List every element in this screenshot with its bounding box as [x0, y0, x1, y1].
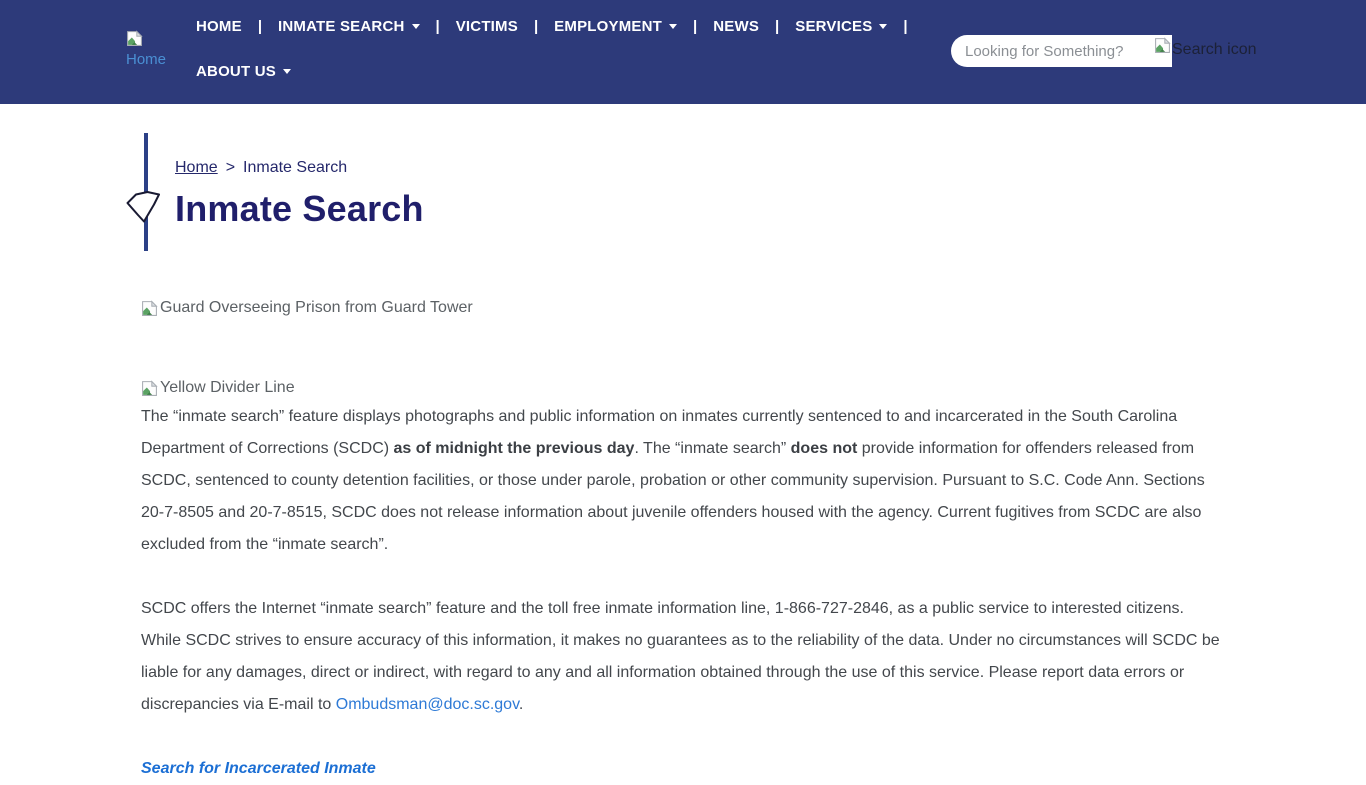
home-logo-link[interactable]	[126, 30, 170, 68]
ombudsman-email-link[interactable]: Ombudsman@doc.sc.gov	[335, 696, 519, 713]
site-search-form	[951, 35, 1257, 67]
disclaimer-paragraph: SCDC offers the Internet “inmate search” feature and the toll free inmate information line, 1-866-727-2846, as a public service to interested citizens. While SCDC strives to ensure accuracy of this information, it makes no guarantees as to the reliability of the data. Under no circumstances will SCDC be liable for any damages, direct or indirect, with regard to any and all information obtained through the use of this service. Please report data errors or discrepancies via E-mail to Ombudsman@doc.sc.gov.	[141, 600, 1220, 713]
search-input[interactable]	[951, 35, 1131, 67]
breadcrumb-separator: >	[225, 159, 236, 176]
chevron-down-icon	[283, 69, 291, 74]
page-title: Inmate Search	[175, 188, 424, 229]
hero-image-broken	[141, 298, 1227, 317]
page-header	[141, 133, 1226, 251]
bold-does-not-text: does not	[790, 440, 858, 457]
nav-separator: |	[775, 18, 780, 35]
nav-item-about-us[interactable]: ABOUT US	[196, 45, 291, 90]
broken-image-icon	[1154, 37, 1171, 54]
broken-image-icon	[141, 380, 158, 397]
chevron-down-icon	[669, 24, 677, 29]
search-button[interactable]	[1131, 35, 1257, 67]
intro-paragraph: The “inmate search” feature displays photographs and public information on inmates currently sentenced to and incarcerated in the South Carolina Department of Corrections (SCDC) as of midnight the previous day. The “inmate search” does not provide information for offenders released from SCDC, sentenced to county detention facilities, or those under parole, probation or other community supervision. Pursuant to S.C. Code Ann. Sections 20-7-8505 and 20-7-8515, SCDC does not release information about juvenile offenders housed with the agency. Current fugitives from SCDC are also excluded from the “inmate search”.	[141, 408, 1205, 553]
nav-item-services[interactable]: SERVICES	[795, 0, 887, 45]
home-logo-alt-text: Home	[126, 51, 167, 68]
broken-image-icon	[141, 300, 158, 317]
nav-separator: |	[435, 18, 440, 35]
hero-image-alt-text: Guard Overseeing Prison from Guard Tower	[160, 299, 473, 316]
search-incarcerated-inmate-link[interactable]: Search for Incarcerated Inmate	[141, 760, 376, 777]
nav-separator: |	[903, 18, 908, 35]
chevron-down-icon	[879, 24, 887, 29]
breadcrumb-home-link[interactable]: Home	[175, 159, 218, 176]
divider-image-alt-text: Yellow Divider Line	[160, 379, 295, 396]
nav-item-home[interactable]: HOME	[196, 18, 242, 35]
breadcrumb-current: Inmate Search	[243, 159, 348, 176]
nav-separator: |	[533, 18, 539, 35]
broken-image-icon	[126, 30, 143, 47]
main-content	[141, 298, 1227, 785]
nav-item-inmate-search[interactable]: INMATE SEARCH	[278, 0, 420, 45]
breadcrumb	[175, 133, 1226, 179]
chevron-down-icon	[412, 24, 420, 29]
page-body	[0, 104, 1366, 785]
search-icon-alt-text: Search icon	[1172, 41, 1257, 58]
top-navbar	[0, 0, 1366, 104]
main-nav	[196, 0, 962, 90]
bold-midnight-text: as of midnight the previous day	[393, 440, 635, 457]
nav-item-victims[interactable]: VICTIMS	[455, 18, 518, 35]
nav-item-news[interactable]: NEWS	[713, 18, 760, 35]
nav-separator: |	[257, 18, 263, 35]
bottom-link-row	[141, 753, 1227, 785]
nav-separator: |	[693, 18, 698, 35]
nav-item-employment[interactable]: EMPLOYMENT	[554, 0, 677, 45]
divider-image-broken	[141, 378, 1227, 397]
south-carolina-state-icon	[126, 190, 162, 224]
